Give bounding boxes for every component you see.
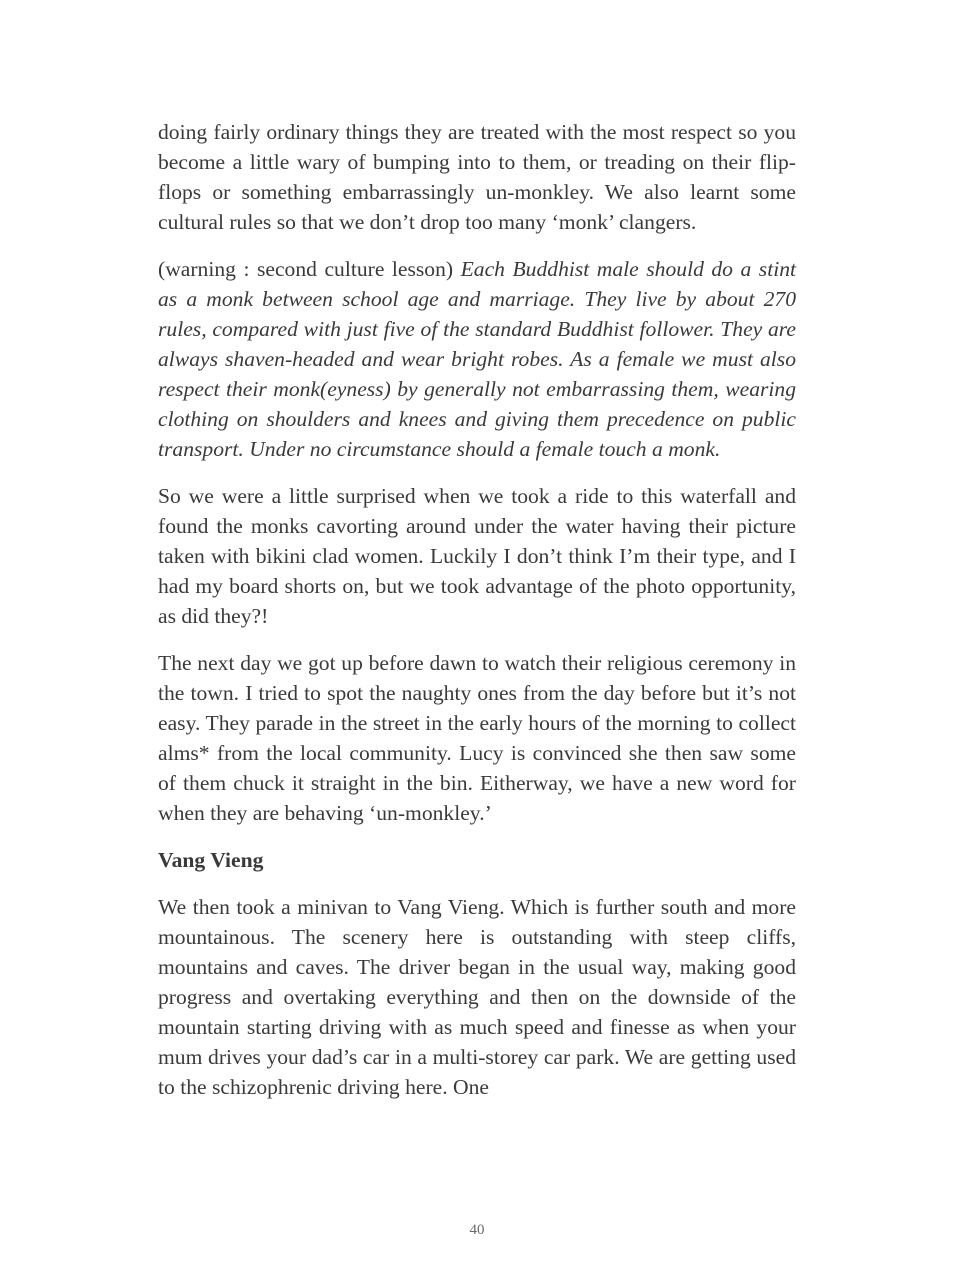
paragraph-waterfall: So we were a little surprised when we took a ride to this waterfall and found the monks cavorting around under the water having their picture taken with bikini clad women. Luckily I don’t think I’m their type, and I had my board shorts on, but we took advantage of the photo opportunity, as did they?! — [158, 484, 796, 629]
section-heading-vang-vieng: Vang Vieng — [158, 848, 264, 873]
culture-lesson-lead: (warning : second culture lesson) — [158, 256, 461, 281]
paragraph-culture-lesson — [158, 254, 796, 465]
paragraph-monk-respect: doing fairly ordinary things they are treated with the most respect so you become a little wary of bumping into to them, or treading on their flip-flops or something embarrassingly un-monkley. We also learnt some cultural rules so that we don’t drop too many ‘monk’ clangers. — [158, 120, 796, 235]
page-body — [158, 117, 796, 1119]
paragraph-minivan: We then took a minivan to Vang Vieng. Which is further south and more mountainous. The scenery here is outstanding with steep cliffs, mountains and caves. The driver began in the usual way, making good progress and overtaking everything and then on the downside of the mountain starting driving with as much speed and finesse as when your mum drives your dad’s car in a multi-storey car park. We are getting used to the schizophrenic driving here. One — [158, 894, 796, 1100]
paragraph-ceremony: The next day we got up before dawn to watch their religious ceremony in the town. I tried to spot the naughty ones from the day before but it’s not easy. They parade in the street in the early hours of the morning to collect alms* from the local community. Lucy is convinced she then saw some of them chuck it straight in the bin. Eitherway, we have a new word for when they are behaving ‘un-monkley.’ — [158, 651, 796, 826]
culture-lesson-italic: Each Buddhist male should do a stint as a monk between school age and marriage. They live by about 270 rules, compared with just five of the standard Buddhist follower. They are always shaven-headed and wear bright robes. As a female we must also respect their monk(eyness) by generally not embarrassing them, wearing clothing on shoulders and knees and giving them precedence on public transport. Under no circumstance should a female touch a monk. — [158, 256, 796, 462]
page-number: 40 — [469, 1222, 485, 1238]
